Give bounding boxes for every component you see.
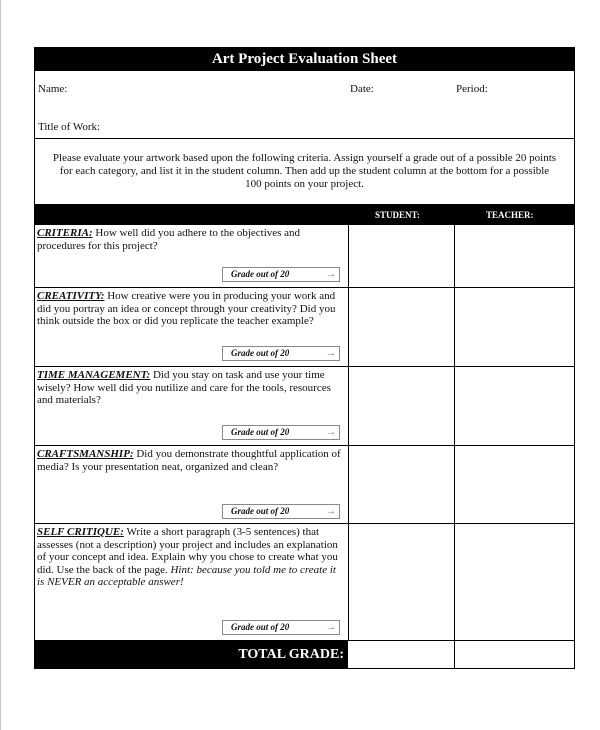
teacher-grade-cell[interactable]: [455, 524, 574, 640]
criterion-name: SELF CRITIQUE:: [37, 526, 124, 538]
grade-out-of-20-button[interactable]: [222, 425, 340, 440]
criterion-name: CRITERIA:: [37, 227, 93, 239]
grade-button-label: Grade out of 20: [231, 622, 290, 632]
arrow-right-icon: →: [326, 622, 336, 633]
craftsmanship-row: [35, 446, 574, 524]
teacher-grade-cell[interactable]: [455, 367, 574, 445]
criterion-description: [37, 227, 342, 252]
student-grade-cell[interactable]: [348, 225, 454, 287]
grade-button-label: Grade out of 20: [231, 506, 290, 516]
grade-button-label: Grade out of 20: [231, 348, 290, 358]
arrow-right-icon: →: [326, 348, 336, 359]
grade-out-of-20-button[interactable]: [222, 504, 340, 519]
teacher-grade-cell[interactable]: [455, 446, 574, 523]
instructions-text: Please evaluate your artwork based upon the following criteria. Assign yourself a grade out of a possible 20 points for each category, and list it in the student column. Then add up the student column at the bottom for a possible 100 points on your project.: [35, 139, 574, 205]
teacher-column-header: TEACHER:: [486, 210, 534, 220]
grade-button-label: Grade out of 20: [231, 269, 290, 279]
name-date-period-row: [35, 71, 574, 108]
total-grade-label: TOTAL GRADE:: [35, 641, 348, 668]
student-column-header: STUDENT:: [375, 210, 420, 220]
arrow-right-icon: →: [326, 506, 336, 517]
teacher-grade-cell[interactable]: [455, 288, 574, 366]
criteria-row: [35, 225, 574, 288]
student-grade-cell[interactable]: [348, 367, 454, 445]
criterion-description: [37, 290, 342, 328]
self-critique-row: [35, 524, 574, 641]
criterion-text: Write a short paragraph (3-5 sentences) that assesses (not a description) your project and includes an explanation of your concept and idea. Explain why you chose to create what you did. Use the back of the page.: [37, 526, 338, 576]
total-teacher-cell[interactable]: [455, 641, 574, 668]
grade-out-of-20-button[interactable]: [222, 267, 340, 282]
criterion-text: How creative were you in producing your work and did you portray an idea or concept through your creativity? Did you think outside the box or did you replicate the teacher example?: [37, 290, 336, 327]
criterion-description: [37, 369, 342, 407]
time-management-row: [35, 367, 574, 446]
teacher-grade-cell[interactable]: [455, 225, 574, 287]
arrow-right-icon: →: [326, 427, 336, 438]
criterion-text: Did you demonstrate thoughtful application of media? Is your presentation neat, organized and clean?: [37, 448, 341, 473]
total-student-cell[interactable]: [348, 641, 454, 668]
criterion-name: CREATIVITY:: [37, 290, 105, 302]
creativity-row: [35, 288, 574, 367]
grade-out-of-20-button[interactable]: [222, 346, 340, 361]
title-of-work-field-label[interactable]: Title of Work:: [38, 121, 101, 133]
student-grade-cell[interactable]: [348, 524, 454, 640]
evaluation-sheet: [34, 47, 575, 669]
grade-out-of-20-button[interactable]: [222, 620, 340, 635]
period-field-label[interactable]: Period:: [456, 83, 488, 95]
criterion-hint: Hint: because you told me to create it is NEVER an acceptable answer!: [37, 563, 336, 588]
grade-button-label: Grade out of 20: [231, 427, 290, 437]
criterion-name: CRAFTSMANSHIP:: [37, 448, 134, 460]
sheet-title: Art Project Evaluation Sheet: [35, 48, 574, 71]
student-grade-cell[interactable]: [348, 446, 454, 523]
criterion-name: TIME MANAGEMENT:: [37, 369, 151, 381]
date-field-label[interactable]: Date:: [350, 83, 374, 95]
column-header-row: [35, 205, 574, 225]
criterion-text: How well did you adhere to the objectives and procedures for this project?: [37, 227, 301, 252]
arrow-right-icon: →: [326, 269, 336, 280]
name-field-label[interactable]: Name:: [38, 83, 68, 95]
student-grade-cell[interactable]: [348, 288, 454, 366]
title-of-work-row: [35, 108, 574, 139]
criterion-description: [37, 448, 342, 473]
criterion-text: Did you stay on task and use your time wisely? How well did you nutilize and care for the tools, resources and materials?: [37, 369, 331, 406]
total-grade-row: [35, 641, 574, 668]
criterion-description: [37, 526, 342, 589]
